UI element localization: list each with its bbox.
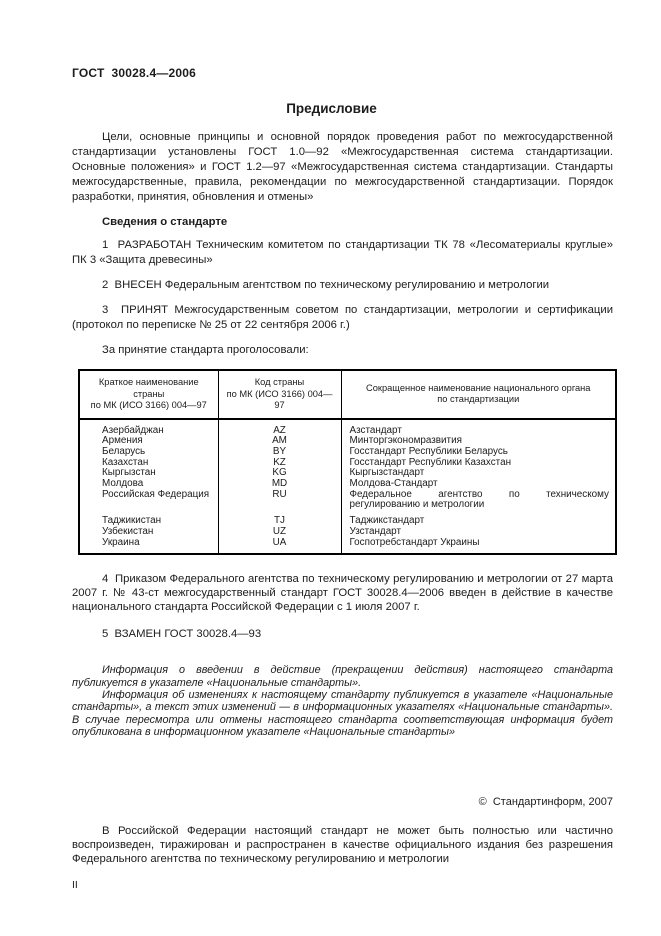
table-row bbox=[79, 436, 616, 447]
note-amendments: Информация об изменениях к настоящему стандарту публикуется в указателе «Национальные стандарты», а текст этих изменений — в информационных указателях «Национальные стандарты». В случае пересмотра или отмены настоящего стандарта соответствующая информация будет опубликована в информационном указателе «Национальные стандарты» bbox=[72, 689, 613, 739]
org-cell: Госпотребстандарт Украины bbox=[341, 538, 616, 555]
code-cell: TJ bbox=[218, 511, 341, 527]
country-cell: Российская Федерация bbox=[102, 488, 210, 500]
country-cell: Таджикистан bbox=[102, 515, 162, 527]
code-cell: KG bbox=[218, 468, 341, 479]
header-line: Код страны bbox=[254, 377, 305, 387]
org-cell: Госстандарт Республики Казахстан bbox=[341, 458, 616, 469]
table-row bbox=[79, 538, 616, 555]
code-cell: KZ bbox=[218, 458, 341, 469]
column-header-code bbox=[218, 370, 341, 419]
org-cell: Госстандарт Республики Беларусь bbox=[341, 447, 616, 458]
country-cell: Азербайджан bbox=[102, 424, 164, 436]
country-cell: Узбекистан bbox=[102, 525, 154, 537]
code-cell: AZ bbox=[218, 419, 341, 437]
intro-paragraph: Цели, основные принципы и основной порядок проведения работ по межгосударственной стандартизации установлены ГОСТ 1.0—92 «Межгосударственная система стандартизации. Основные положения» и ГОСТ 1.2—97 «Межгосударственная система стандартизации. Стандарты межгосударственные, правила, рекомендации по межгосударственной стандартизации. Порядок разработки, принятия, обновления и отмены» bbox=[72, 131, 613, 203]
country-cell: Кыргызстан bbox=[102, 467, 156, 479]
org-cell: Федеральное агентство по техническому регулированию и метрологии bbox=[341, 490, 616, 511]
code-cell: AM bbox=[218, 436, 341, 447]
org-cell: Минторгэкономразвития bbox=[341, 436, 616, 447]
table-row bbox=[79, 490, 616, 511]
page-title: Предисловие bbox=[286, 101, 377, 116]
header-line: Краткое наименование страны bbox=[98, 377, 199, 399]
copyright-line: © Стандартинформ, 2007 bbox=[478, 795, 613, 808]
table-row bbox=[79, 458, 616, 469]
org-cell: Азстандарт bbox=[341, 419, 616, 437]
restriction-paragraph: В Российской Федерации настоящий стандарт не может быть полностью или частично воспроизведен, тиражирован и распространен в качестве официального издания без разрешения Федерального агентства по техническому регулированию и метрологии bbox=[72, 824, 613, 865]
code-cell: RU bbox=[218, 490, 341, 511]
header-line: по МК (ИСО 3166) 004—97 bbox=[90, 400, 207, 410]
clause-1-developed: 1 РАЗРАБОТАН Техническим комитетом по стандартизации ТК 78 «Лесоматериалы круглые» ПК 3 «Защита древесины» bbox=[72, 239, 613, 266]
header-line: Сокращенное наименование национального органа bbox=[366, 382, 591, 393]
org-cell: Таджикстандарт bbox=[341, 511, 616, 527]
org-cell: Молдова-Стандарт bbox=[341, 479, 616, 490]
code-cell: UA bbox=[218, 538, 341, 555]
vote-line: За принятие стандарта проголосовали: bbox=[102, 344, 309, 356]
table-row bbox=[79, 419, 616, 437]
clause-3-adopted: 3 ПРИНЯТ Межгосударственным советом по стандартизации, метрологии и сертификации (протокол по переписке № 25 от 22 сентября 2006 г.) bbox=[72, 304, 613, 331]
column-header-org bbox=[341, 370, 616, 419]
page-number: II bbox=[72, 878, 78, 891]
country-cell: Украина bbox=[102, 536, 140, 548]
code-cell: BY bbox=[218, 447, 341, 458]
table-row bbox=[79, 468, 616, 479]
table-row bbox=[79, 527, 616, 538]
country-cell: Казахстан bbox=[102, 456, 149, 468]
column-header-country bbox=[79, 370, 218, 419]
note-publication: Информация о введении в действие (прекращении действия) настоящего стандарта публикуется в указателе «Национальные стандарты». bbox=[72, 664, 613, 689]
clause-5-replaces: 5 ВЗАМЕН ГОСТ 30028.4—93 bbox=[102, 628, 262, 641]
country-cell: Молдова bbox=[102, 478, 144, 490]
page-content bbox=[72, 66, 613, 891]
org-cell: Кыргызстандарт bbox=[341, 468, 616, 479]
clause-2-submitted: 2 ВНЕСЕН Федеральным агентством по техническому регулированию и метрологии bbox=[102, 279, 550, 291]
country-cell: Армения bbox=[102, 435, 143, 447]
header-line: по стандартизации bbox=[437, 394, 520, 405]
header-line: по МК (ИСО 3166) 004—97 bbox=[226, 388, 333, 410]
code-cell: MD bbox=[218, 479, 341, 490]
table-row bbox=[79, 511, 616, 527]
standard-number: ГОСТ 30028.4—2006 bbox=[72, 66, 197, 80]
table-header bbox=[79, 370, 616, 419]
org-cell: Узстандарт bbox=[341, 527, 616, 538]
table-row bbox=[79, 447, 616, 458]
code-cell: UZ bbox=[218, 527, 341, 538]
country-cell: Беларусь bbox=[102, 445, 146, 457]
info-heading: Сведения о стандарте bbox=[102, 216, 228, 228]
voting-countries-table bbox=[78, 369, 617, 555]
clause-4-enacted: 4 Приказом Федерального агентства по техническому регулированию и метрологии от 27 марта 2007 г. № 43-ст межгосударственный стандарт ГОСТ 30028.4—2006 введен в действие в качестве национального стандарта Российской Федерации с 1 июля 2007 г. bbox=[72, 573, 613, 614]
